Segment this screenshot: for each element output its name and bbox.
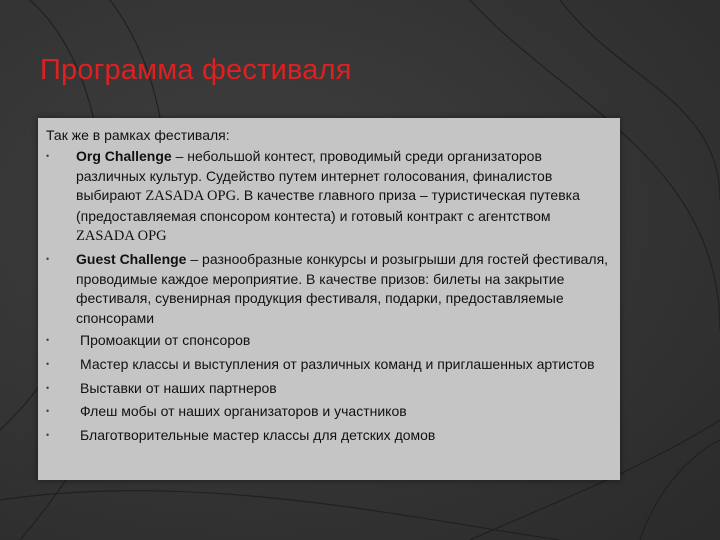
item-text: – разнообразные конкурсы и розыгрыши для гостей фестиваля, проводимые каждое мероприятие. В качестве призов: билеты на закрытие фестиваля, сувенирная продукция фестиваля, подарки, предоставляемые спонсорами bbox=[76, 250, 609, 326]
list-item bbox=[38, 379, 620, 399]
brand-name: ZASADA OPG bbox=[76, 228, 167, 245]
bullet-icon: • bbox=[46, 382, 50, 393]
bullet-list bbox=[38, 147, 620, 449]
bullet-icon: • bbox=[46, 429, 50, 440]
item-text: Благотворительные мастер классы для детских домов bbox=[80, 426, 436, 443]
bullet-icon: • bbox=[46, 358, 50, 369]
intro-text: Так же в рамках фестиваля: bbox=[46, 127, 230, 143]
list-item bbox=[38, 426, 620, 446]
list-item bbox=[38, 402, 620, 422]
list-item bbox=[38, 355, 620, 375]
bullet-icon: • bbox=[46, 151, 50, 161]
item-text: Флеш мобы от наших организаторов и участников bbox=[80, 403, 407, 420]
item-lead: Guest Challenge bbox=[76, 250, 187, 267]
list-item-guest-challenge bbox=[38, 250, 620, 328]
item-text: Промоакции от спонсоров bbox=[80, 332, 251, 349]
bullet-icon: • bbox=[46, 253, 50, 264]
content-panel bbox=[38, 118, 620, 480]
bullet-icon: • bbox=[46, 406, 50, 417]
item-text: – небольшой контест, проводимый среди организаторов различных культур. Судейство путем интернет голосования, финалистов выбирают bbox=[76, 148, 553, 204]
decor-arc bbox=[640, 440, 720, 540]
item-lead: Org Challenge bbox=[76, 148, 172, 164]
item-text: Мастер классы и выступления от различных команд и приглашенных артистов bbox=[80, 355, 595, 372]
item-text: Выставки от наших партнеров bbox=[80, 379, 277, 396]
decor-arc bbox=[0, 491, 560, 540]
item-text: . В качестве главного приза – туристическая путевка (предоставляемая спонсором контеста) и готовый контракт с агентством bbox=[76, 187, 580, 224]
list-item-org-challenge bbox=[38, 147, 620, 247]
bullet-icon: • bbox=[46, 335, 50, 346]
list-item bbox=[38, 331, 620, 351]
slide-title: Программа фестиваля bbox=[40, 54, 352, 86]
brand-name: ZASADA OPG bbox=[145, 188, 237, 205]
